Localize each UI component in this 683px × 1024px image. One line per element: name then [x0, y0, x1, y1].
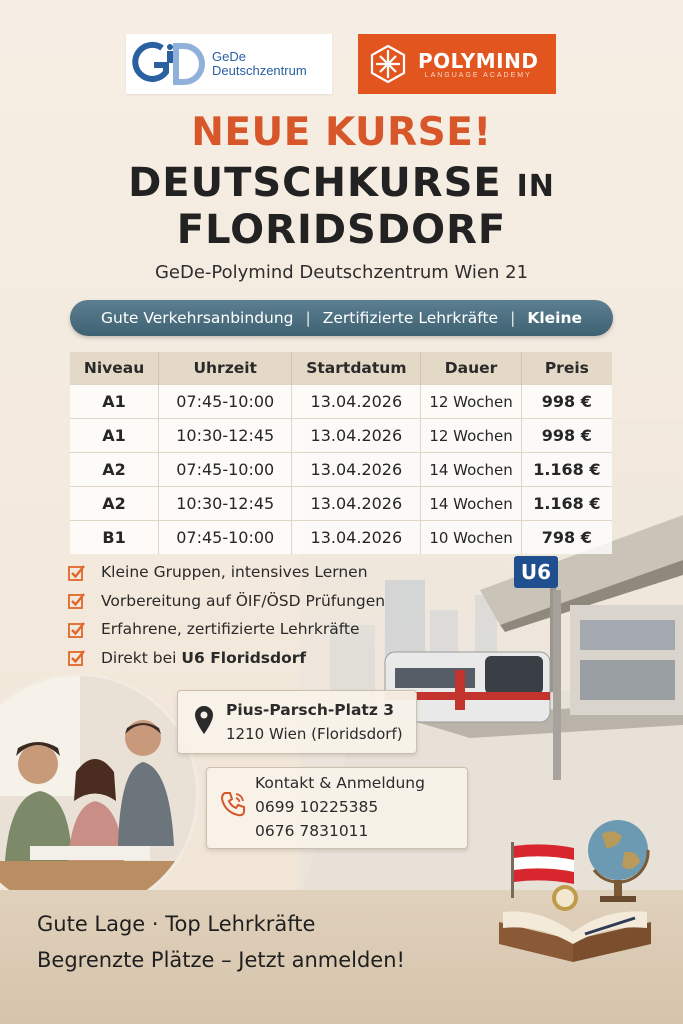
contact-phone-1: 0699 10225385	[255, 798, 379, 816]
gede-logo-mark-icon	[132, 38, 210, 90]
cell-start: 13.04.2026	[292, 487, 421, 521]
main-title-part1: DEUTSCHKURSE	[128, 160, 502, 206]
contact-title: Kontakt & Anmeldung	[255, 774, 425, 792]
phone-icon	[219, 790, 247, 818]
cell-level: A1	[70, 419, 159, 453]
gede-logo-line2: Deutschzentrum	[212, 63, 307, 78]
subtitle: GeDe-Polymind Deutschzentrum Wien 21	[154, 262, 529, 283]
cell-start: 13.04.2026	[292, 419, 421, 453]
list-item	[68, 644, 408, 673]
benefits-checklist	[68, 558, 408, 672]
benefit-location: U6 Floridsdorf	[181, 648, 307, 667]
table-row	[70, 521, 612, 555]
cell-start: 13.04.2026	[292, 521, 421, 555]
banner-line-2: Begrenzte Plätze – Jetzt anmelden!	[37, 948, 405, 972]
features-bar	[70, 300, 613, 336]
cell-duration: 14 Wochen	[421, 453, 521, 487]
address-city: 1210 Wien (Floridsdorf)	[226, 725, 403, 743]
checkbox-checked-icon	[68, 592, 85, 609]
cell-time: 07:45-10:00	[159, 521, 292, 555]
cell-level: B1	[70, 521, 159, 555]
location-pin-icon	[194, 705, 214, 735]
col-header-duration: Dauer	[421, 352, 521, 385]
list-item	[68, 587, 408, 616]
banner-line-1: Gute Lage · Top Lehrkräfte	[37, 912, 316, 936]
students-photo	[0, 676, 196, 912]
feature-teachers: Zertifizierte Lehrkräfte	[322, 309, 499, 327]
gede-logo-line1: GeDe	[212, 49, 246, 64]
col-header-level: Niveau	[70, 352, 159, 385]
col-header-price: Preis	[521, 352, 612, 385]
polymind-logo-name: POLYMIND	[418, 48, 539, 73]
schedule-table	[70, 352, 612, 554]
cell-duration: 12 Wochen	[421, 419, 521, 453]
polymind-logo-mark-icon	[366, 42, 410, 86]
cell-start: 13.04.2026	[292, 385, 421, 419]
cell-level: A1	[70, 385, 159, 419]
cell-level: A2	[70, 453, 159, 487]
cell-time: 10:30-12:45	[159, 419, 292, 453]
cell-level: A2	[70, 487, 159, 521]
main-title-line1	[0, 160, 683, 206]
checkbox-checked-icon	[68, 649, 85, 666]
col-header-time: Uhrzeit	[159, 352, 292, 385]
cell-start: 13.04.2026	[292, 453, 421, 487]
table-row	[70, 487, 612, 521]
main-title-part2: IN	[516, 169, 555, 204]
cell-time: 07:45-10:00	[159, 453, 292, 487]
benefit-text: Kleine Gruppen, intensives Lernen	[101, 563, 368, 582]
feature-separator: |	[305, 309, 311, 327]
cell-duration: 12 Wochen	[421, 385, 521, 419]
cell-duration: 14 Wochen	[421, 487, 521, 521]
list-item	[68, 615, 408, 644]
gede-logo	[126, 34, 332, 94]
benefit-text: Vorbereitung auf ÖIF/ÖSD Prüfungen	[101, 591, 386, 610]
feature-small-groups: Kleine	[527, 309, 583, 327]
table-row	[70, 453, 612, 487]
cell-duration: 10 Wochen	[421, 521, 521, 555]
checkbox-checked-icon	[68, 564, 85, 581]
schedule-header-row	[70, 352, 612, 385]
u6-sign-label: U6	[520, 560, 552, 584]
contact-box	[206, 767, 468, 849]
checkbox-checked-icon	[68, 621, 85, 638]
polymind-logo-subtitle: LANGUAGE ACADEMY	[424, 71, 532, 79]
u6-sign	[514, 556, 558, 588]
main-title-line2: FLORIDSDORF	[176, 207, 507, 253]
list-item	[68, 558, 408, 587]
table-row	[70, 419, 612, 453]
globe-icon	[582, 812, 660, 908]
cell-price: 798 €	[521, 521, 612, 555]
col-header-start: Startdatum	[292, 352, 421, 385]
cell-price: 998 €	[521, 385, 612, 419]
cell-price: 998 €	[521, 419, 612, 453]
cell-time: 10:30-12:45	[159, 487, 292, 521]
contact-phone-2: 0676 7831011	[255, 822, 369, 840]
benefit-text: Erfahrene, zertifizierte Lehrkräfte	[101, 620, 360, 639]
feature-separator: |	[510, 309, 516, 327]
benefit-text	[101, 649, 306, 667]
polymind-logo	[358, 34, 556, 94]
address-box	[177, 690, 417, 754]
address-street: Pius-Parsch-Platz 3	[226, 701, 395, 719]
table-row	[70, 385, 612, 419]
cell-price: 1.168 €	[521, 487, 612, 521]
feature-transport: Gute Verkehrsanbindung	[100, 309, 294, 327]
benefit-prefix: Direkt bei	[101, 648, 177, 667]
students-illustration	[0, 676, 196, 912]
cell-price: 1.168 €	[521, 453, 612, 487]
kicker-heading: NEUE KURSE!	[191, 110, 492, 155]
cell-time: 07:45-10:00	[159, 385, 292, 419]
